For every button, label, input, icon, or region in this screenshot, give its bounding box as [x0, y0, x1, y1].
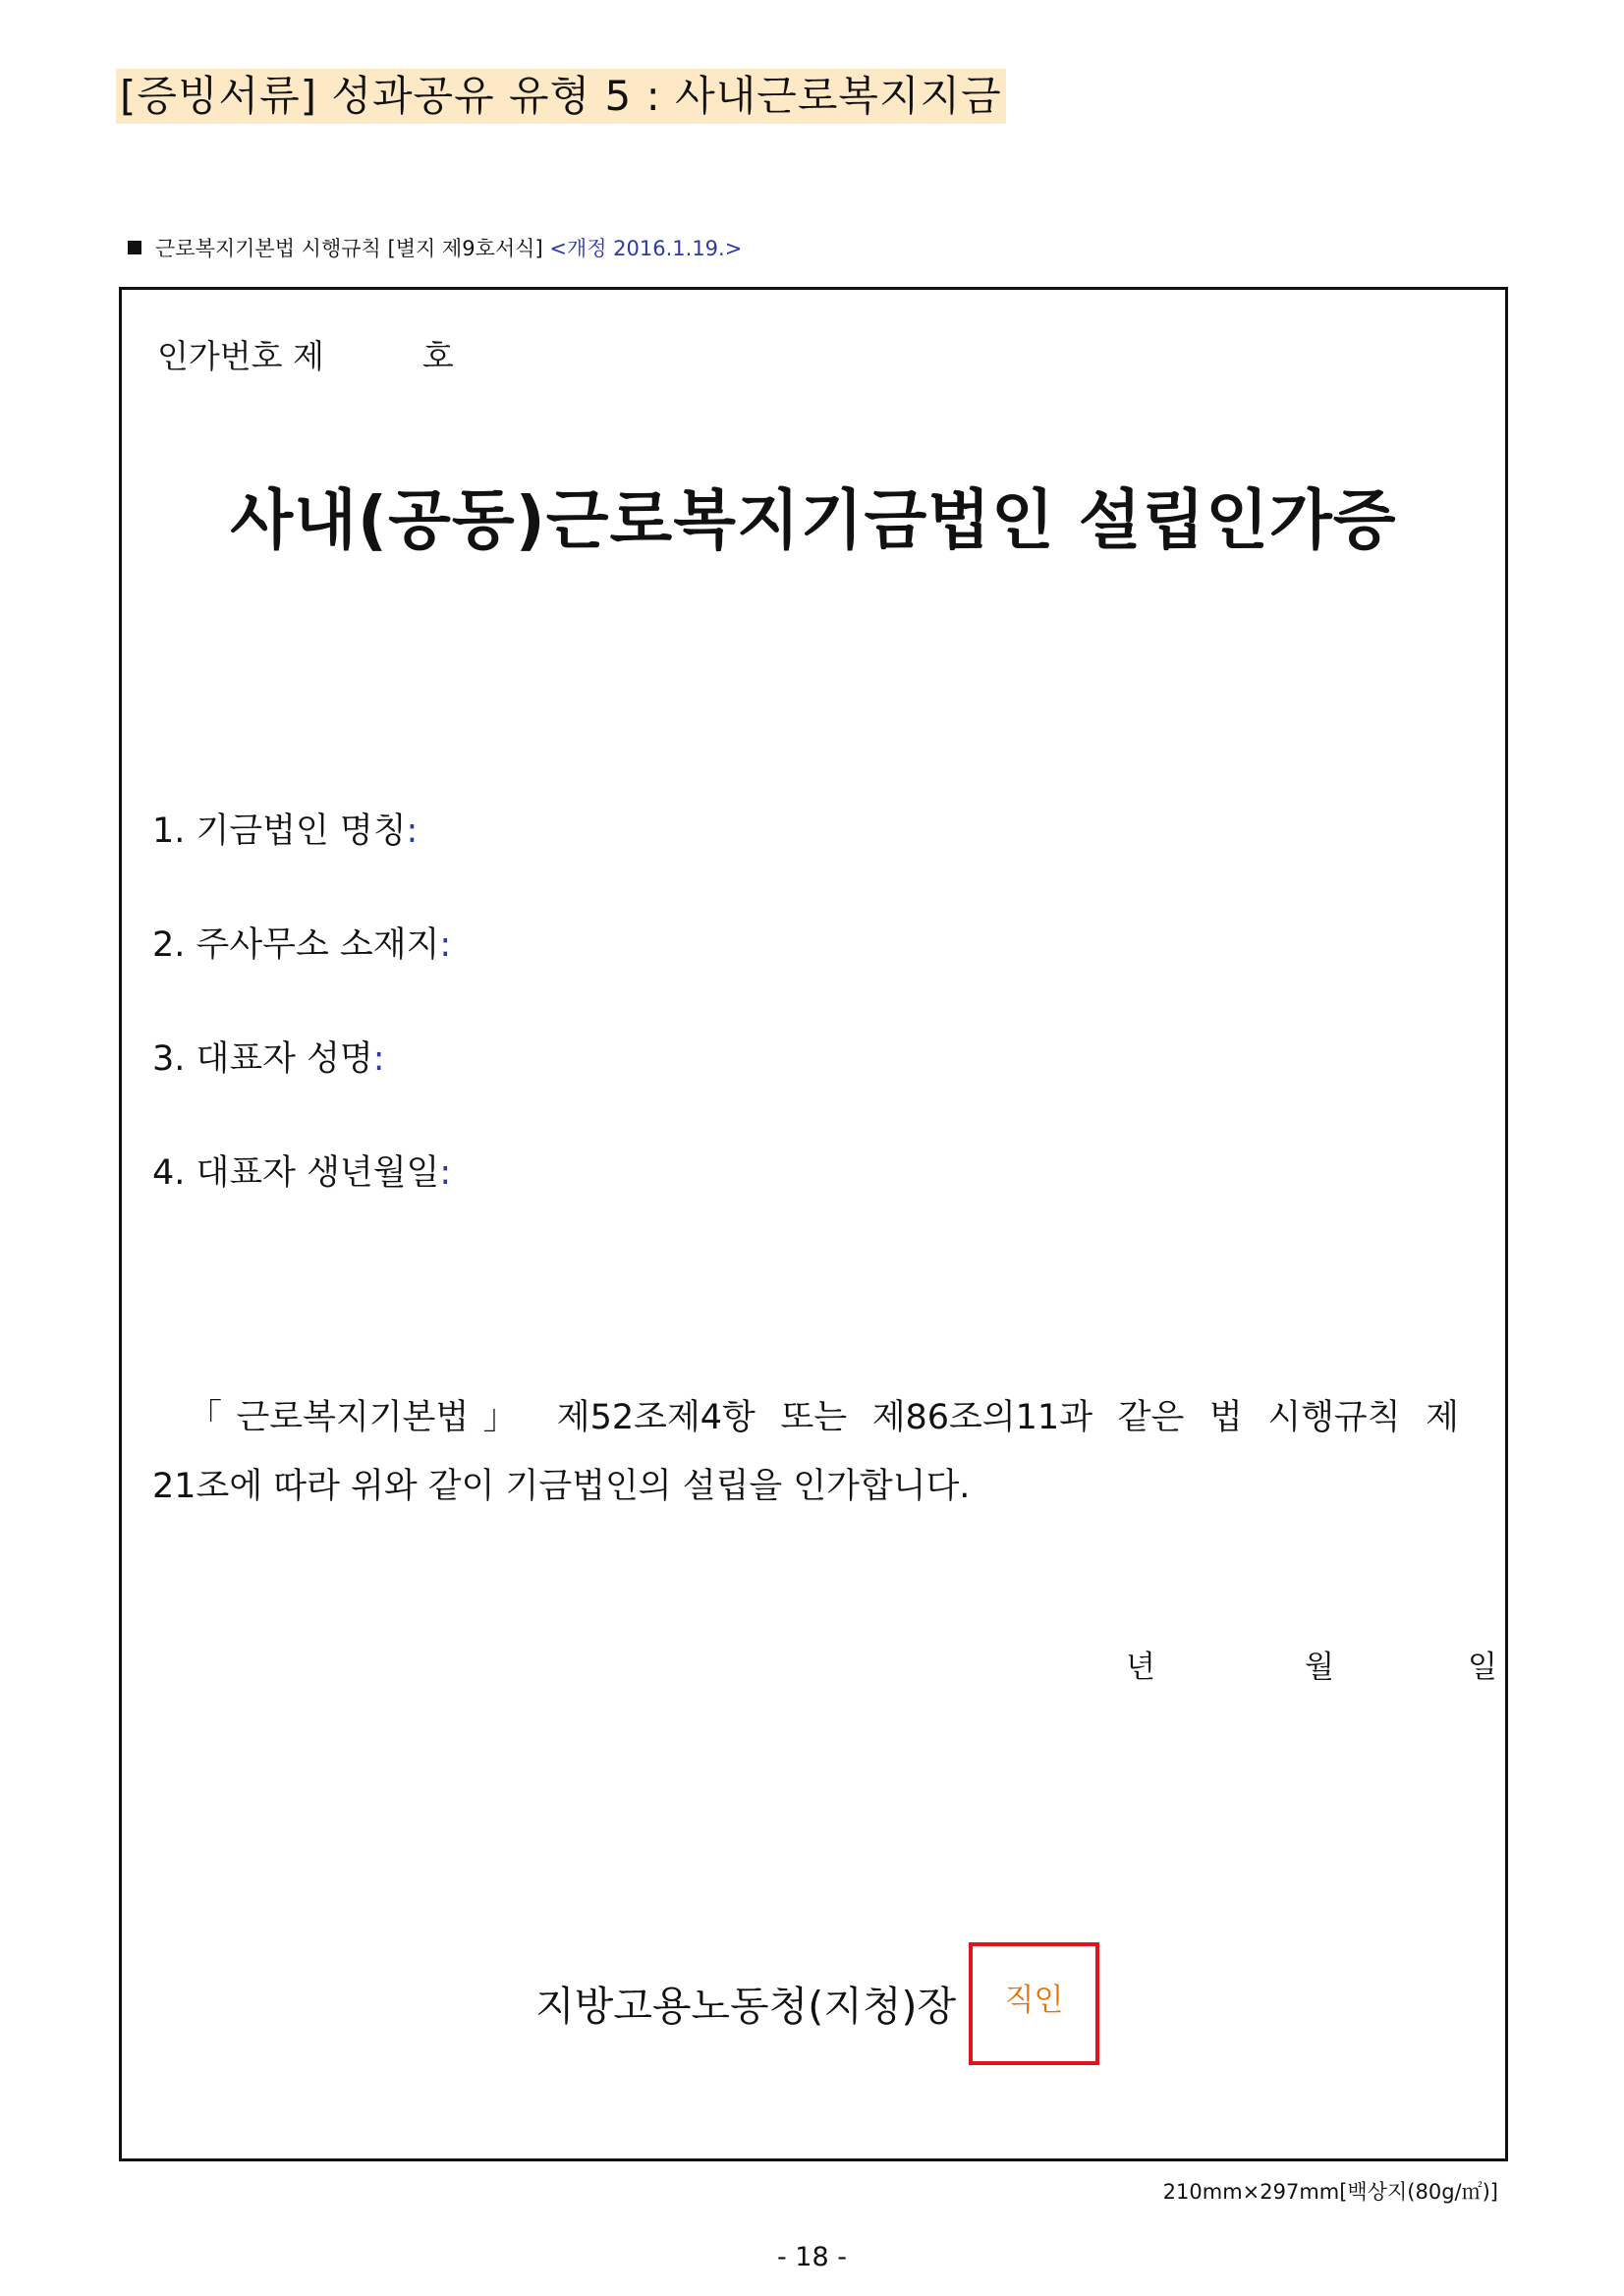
field-label: 2. 주사무소 소재지 — [152, 925, 440, 965]
statement-line-1: 「근로복지기본법」 제52조제4항 또는 제86조의11과 같은 법 시행규칙 제 — [188, 1398, 1459, 1437]
field-main-office — [152, 922, 451, 969]
official-seal — [969, 1942, 1099, 2065]
page-number: - 18 - — [776, 2242, 847, 2272]
square-bullet-icon — [128, 241, 141, 254]
field-fund-name — [152, 808, 418, 855]
date-month-label: 월 — [1305, 1650, 1334, 1685]
revision-date: <개정 2016.1.19.> — [549, 237, 743, 260]
certificate-title: 사내(공동)근로복지기금법인 설립인가증 — [230, 482, 1397, 558]
field-representative-name — [152, 1036, 385, 1083]
approval-statement — [152, 1383, 1459, 1521]
issuing-authority: 지방고용노동청(지청)장 — [535, 1983, 957, 2030]
field-colon: : — [439, 1153, 452, 1193]
date-day-label: 일 — [1468, 1650, 1497, 1685]
legal-basis: 근로복지기본법 시행규칙 [별지 제9호서식] — [155, 237, 543, 260]
field-label: 4. 대표자 생년월일 — [152, 1153, 440, 1193]
field-label: 1. 기금법인 명칭 — [152, 812, 407, 851]
field-colon: : — [439, 925, 452, 965]
paper-spec: 210mm×297mm[백상지(80g/㎡)] — [1162, 2180, 1498, 2204]
field-colon: : — [406, 812, 419, 851]
approval-number-label: 인가번호 제 — [157, 337, 324, 375]
date-year-label: 년 — [1126, 1650, 1155, 1685]
field-label: 3. 대표자 성명 — [152, 1039, 373, 1079]
certificate-frame — [119, 287, 1508, 2161]
approval-number-suffix: 호 — [421, 337, 454, 375]
form-reference — [128, 234, 742, 263]
field-representative-birthdate — [152, 1149, 451, 1197]
field-colon: : — [372, 1039, 385, 1079]
seal-text: 직인 — [1004, 1982, 1064, 2018]
section-title: [증빙서류] 성과공유 유형 5 : 사내근로복지지금 — [116, 69, 1006, 124]
approval-number — [157, 334, 454, 379]
statement-line-2: 21조에 따라 위와 같이 기금법인의 설립을 인가합니다. — [152, 1467, 971, 1506]
